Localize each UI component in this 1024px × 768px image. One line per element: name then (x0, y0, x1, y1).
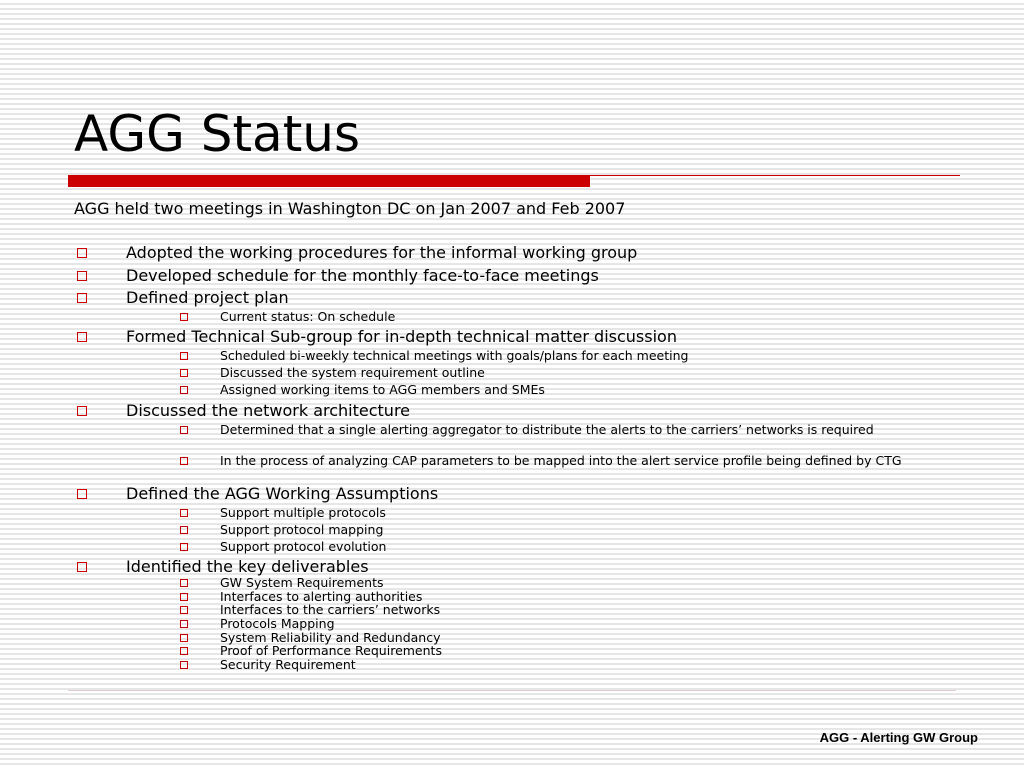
hollow-square-bullet-icon (180, 647, 188, 655)
sub-bullet-text: Assigned working items to AGG members and SMEs (220, 382, 545, 397)
sub-bullet-item (220, 644, 950, 658)
sub-bullet-text: In the process of analyzing CAP parameters to be mapped into the alert service profile being defined by CTG (220, 453, 902, 468)
hollow-square-bullet-icon (77, 293, 87, 303)
hollow-square-bullet-icon (77, 489, 87, 499)
sub-bullet-text: Determined that a single alerting aggregator to distribute the alerts to the carriers’ networks is required (220, 422, 874, 437)
sub-bullet-text: Support protocol mapping (220, 522, 384, 537)
bullet-text: Developed schedule for the monthly face-to-face meetings (126, 266, 599, 285)
hollow-square-bullet-icon (180, 620, 188, 628)
bullet-text: Adopted the working procedures for the informal working group (126, 243, 638, 262)
hollow-square-bullet-icon (180, 543, 188, 551)
sub-bullet-text: Scheduled bi-weekly technical meetings with goals/plans for each meeting (220, 348, 689, 363)
bullet-item (126, 288, 289, 308)
hollow-square-bullet-icon (180, 526, 188, 534)
title-underline-thin (590, 175, 960, 176)
bullet-item (126, 401, 410, 421)
sub-bullet-text: Support protocol evolution (220, 539, 387, 554)
hollow-square-bullet-icon (180, 509, 188, 517)
sub-bullet-item (220, 617, 950, 631)
bullet-text: Discussed the network architecture (126, 401, 411, 420)
sub-bullet-text: Proof of Performance Requirements (220, 643, 442, 658)
footer-divider (68, 690, 956, 691)
hollow-square-bullet-icon (180, 593, 188, 601)
bullet-item (126, 243, 637, 263)
sub-bullet-text: System Reliability and Redundancy (220, 630, 441, 645)
sub-bullet-text: Protocols Mapping (220, 616, 335, 631)
sub-bullet-item (220, 506, 950, 520)
hollow-square-bullet-icon (180, 457, 188, 465)
bullet-item (126, 266, 599, 286)
hollow-square-bullet-icon (180, 426, 188, 434)
sub-bullet-text: Security Requirement (220, 657, 356, 672)
sub-bullet-item (220, 576, 950, 590)
bullet-item (126, 327, 677, 347)
sub-bullet-text: GW System Requirements (220, 575, 384, 590)
hollow-square-bullet-icon (180, 352, 188, 360)
hollow-square-bullet-icon (180, 386, 188, 394)
sub-bullet-item (220, 383, 950, 397)
hollow-square-bullet-icon (180, 606, 188, 614)
sub-bullet-item (220, 310, 950, 324)
hollow-square-bullet-icon (180, 661, 188, 669)
bullet-text: Formed Technical Sub-group for in-depth technical matter discussion (126, 327, 677, 346)
sub-bullet-text: Support multiple protocols (220, 505, 386, 520)
sub-bullet-item (220, 523, 950, 537)
hollow-square-bullet-icon (180, 579, 188, 587)
sub-bullet-item (220, 423, 950, 437)
sub-bullet-text: Interfaces to alerting authorities (220, 589, 423, 604)
sub-bullet-text: Discussed the system requirement outline (220, 365, 485, 380)
hollow-square-bullet-icon (77, 332, 87, 342)
hollow-square-bullet-icon (77, 406, 87, 416)
sub-bullet-text: Current status: On schedule (220, 309, 396, 324)
bullet-item (126, 484, 438, 504)
bullet-text: Identified the key deliverables (126, 557, 369, 576)
title-underline-thick (68, 175, 590, 187)
sub-bullet-item (220, 540, 950, 554)
sub-bullet-item (220, 603, 950, 617)
bullet-text: Defined the AGG Working Assumptions (126, 484, 439, 503)
footer-text: AGG - Alerting GW Group (819, 730, 978, 745)
sub-bullet-item (220, 658, 950, 672)
bullet-item (126, 557, 369, 577)
sub-bullet-item (220, 366, 950, 380)
sub-bullet-item (220, 454, 950, 468)
hollow-square-bullet-icon (180, 634, 188, 642)
sub-bullet-item (220, 349, 950, 363)
hollow-square-bullet-icon (180, 369, 188, 377)
hollow-square-bullet-icon (77, 562, 87, 572)
hollow-square-bullet-icon (77, 271, 87, 281)
sub-bullet-text: Interfaces to the carriers’ networks (220, 602, 441, 617)
intro-text: AGG held two meetings in Washington DC on Jan 2007 and Feb 2007 (74, 199, 626, 218)
slide-title: AGG Status (74, 105, 361, 163)
bullet-text: Defined project plan (126, 288, 289, 307)
hollow-square-bullet-icon (77, 248, 87, 258)
hollow-square-bullet-icon (180, 313, 188, 321)
